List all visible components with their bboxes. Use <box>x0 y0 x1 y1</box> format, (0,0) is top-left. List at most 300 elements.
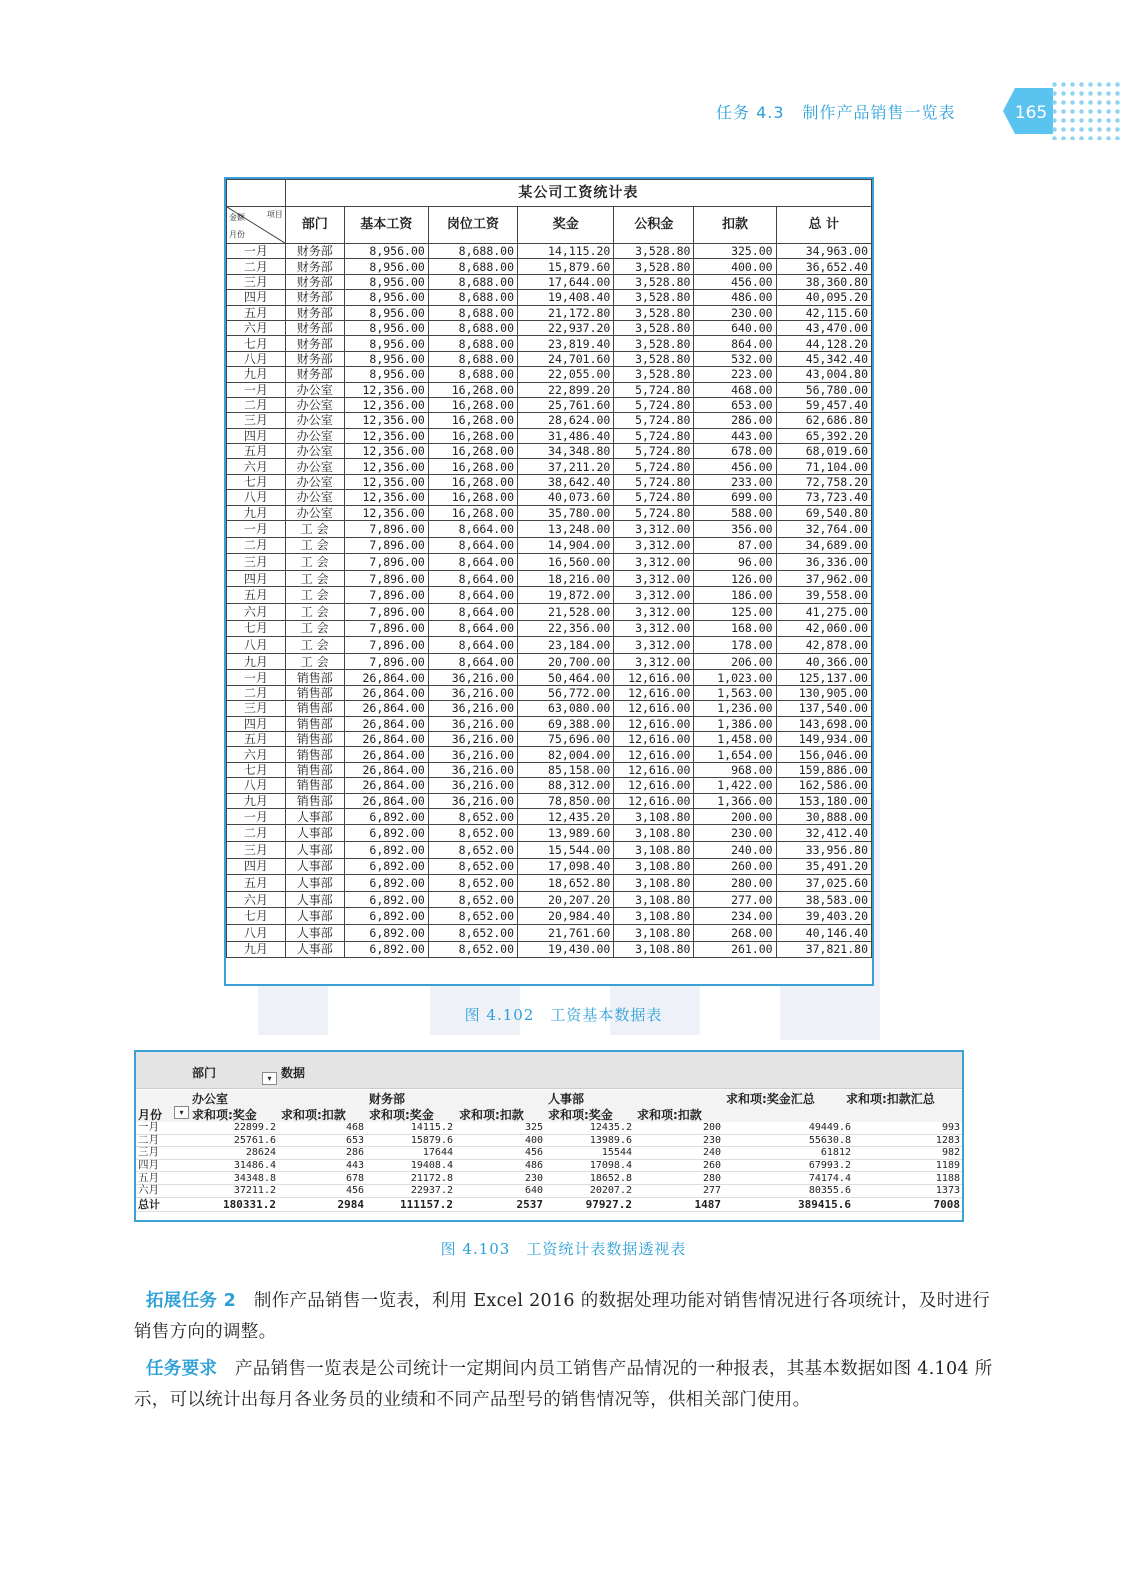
month-cell: 四月 <box>227 570 286 587</box>
value-cell: 14,904.00 <box>518 537 614 554</box>
paragraph-extension-task <box>134 1286 1000 1348</box>
pivot-row <box>136 1172 962 1185</box>
value-cell: 3,108.80 <box>614 808 694 825</box>
value-cell: 26,864.00 <box>344 747 428 762</box>
value-cell: 85,158.00 <box>518 762 614 777</box>
department-cell: 人事部 <box>285 925 344 942</box>
table-row <box>227 274 872 289</box>
value-cell: 126.00 <box>694 570 776 587</box>
table-row <box>227 537 872 554</box>
value-cell: 6,892.00 <box>344 941 428 958</box>
value-cell: 8,652.00 <box>428 858 517 875</box>
department-cell: 办公室 <box>285 397 344 412</box>
value-cell: 78,850.00 <box>518 793 614 808</box>
table-row <box>227 382 872 397</box>
table-row <box>227 825 872 842</box>
value-cell: 1,023.00 <box>694 670 776 685</box>
value-cell: 3,528.80 <box>614 351 694 366</box>
value-cell: 23,184.00 <box>518 637 614 654</box>
value-cell: 21,528.00 <box>518 604 614 621</box>
pivot-sub-header: 求和项:奖金 <box>369 1108 434 1122</box>
month-cell: 八月 <box>227 925 286 942</box>
value-cell: 6,892.00 <box>344 925 428 942</box>
value-cell: 20,700.00 <box>518 653 614 670</box>
value-cell: 162,586.00 <box>776 778 871 793</box>
value-cell: 8,652.00 <box>428 825 517 842</box>
value-cell: 8,956.00 <box>344 367 428 382</box>
month-cell: 二月 <box>227 685 286 700</box>
value-cell: 6,892.00 <box>344 825 428 842</box>
pivot-value-cell: 325 <box>455 1122 545 1134</box>
value-cell: 12,356.00 <box>344 505 428 520</box>
value-cell: 8,652.00 <box>428 908 517 925</box>
department-cell: 人事部 <box>285 858 344 875</box>
value-cell: 22,937.20 <box>518 320 614 335</box>
table-row <box>227 444 872 459</box>
pivot-month-cell: 四月 <box>136 1159 166 1172</box>
column-header: 扣款 <box>694 207 776 244</box>
pivot-value-cell: 1283 <box>853 1134 962 1147</box>
value-cell: 277.00 <box>694 891 776 908</box>
table-row <box>227 505 872 520</box>
value-cell: 32,412.40 <box>776 825 871 842</box>
table-row <box>227 637 872 654</box>
value-cell: 71,104.00 <box>776 459 871 474</box>
value-cell: 23,819.40 <box>518 336 614 351</box>
table-row <box>227 336 872 351</box>
value-cell: 486.00 <box>694 290 776 305</box>
value-cell: 12,356.00 <box>344 459 428 474</box>
filter-dropdown-icon[interactable]: ▾ <box>262 1072 277 1085</box>
pivot-row <box>136 1134 962 1147</box>
value-cell: 8,688.00 <box>428 305 517 320</box>
value-cell: 8,664.00 <box>428 653 517 670</box>
value-cell: 3,108.80 <box>614 925 694 942</box>
value-cell: 3,312.00 <box>614 570 694 587</box>
value-cell: 261.00 <box>694 941 776 958</box>
value-cell: 5,724.80 <box>614 474 694 489</box>
value-cell: 12,616.00 <box>614 778 694 793</box>
department-cell: 人事部 <box>285 875 344 892</box>
pivot-value-cell: 111157.2 <box>366 1197 455 1211</box>
value-cell: 5,724.80 <box>614 413 694 428</box>
value-cell: 3,528.80 <box>614 259 694 274</box>
pivot-value-cell: 7008 <box>853 1197 962 1211</box>
pivot-group-header: 财务部 <box>369 1092 406 1106</box>
pivot-value-cell: 31486.4 <box>166 1159 278 1172</box>
table-row <box>227 604 872 621</box>
value-cell: 1,422.00 <box>694 778 776 793</box>
value-cell: 12,616.00 <box>614 762 694 777</box>
value-cell: 8,688.00 <box>428 336 517 351</box>
value-cell: 22,899.20 <box>518 382 614 397</box>
value-cell: 3,528.80 <box>614 305 694 320</box>
month-cell: 二月 <box>227 537 286 554</box>
corner-label-item: 项目 <box>266 210 283 219</box>
column-header: 总 计 <box>776 207 871 244</box>
value-cell: 3,312.00 <box>614 521 694 538</box>
value-cell: 3,108.80 <box>614 858 694 875</box>
column-header: 基本工资 <box>344 207 428 244</box>
department-cell: 办公室 <box>285 490 344 505</box>
department-cell: 工 会 <box>285 521 344 538</box>
value-cell: 8,956.00 <box>344 274 428 289</box>
pivot-table-image <box>134 1050 964 1222</box>
month-cell: 三月 <box>227 413 286 428</box>
value-cell: 36,216.00 <box>428 747 517 762</box>
filter-dropdown-icon[interactable]: ▾ <box>174 1106 189 1119</box>
department-cell: 销售部 <box>285 762 344 777</box>
value-cell: 8,652.00 <box>428 842 517 859</box>
value-cell: 16,268.00 <box>428 444 517 459</box>
value-cell: 18,216.00 <box>518 570 614 587</box>
value-cell: 678.00 <box>694 444 776 459</box>
table-row <box>227 858 872 875</box>
value-cell: 8,956.00 <box>344 351 428 366</box>
value-cell: 16,268.00 <box>428 397 517 412</box>
section-number: 任务 4.3 <box>716 103 785 122</box>
value-cell: 200.00 <box>694 808 776 825</box>
month-cell: 四月 <box>227 428 286 443</box>
month-cell: 四月 <box>227 716 286 731</box>
pivot-month-cell: 二月 <box>136 1134 166 1147</box>
month-cell: 五月 <box>227 305 286 320</box>
department-cell: 工 会 <box>285 620 344 637</box>
pivot-value-cell: 67993.2 <box>723 1159 853 1172</box>
department-cell: 销售部 <box>285 778 344 793</box>
value-cell: 12,616.00 <box>614 685 694 700</box>
value-cell: 12,616.00 <box>614 716 694 731</box>
pivot-month-cell: 总计 <box>136 1197 166 1211</box>
table-row <box>227 891 872 908</box>
value-cell: 3,108.80 <box>614 908 694 925</box>
value-cell: 149,934.00 <box>776 731 871 746</box>
paragraph-task-requirement <box>134 1354 1000 1416</box>
value-cell: 234.00 <box>694 908 776 925</box>
value-cell: 42,878.00 <box>776 637 871 654</box>
month-cell: 二月 <box>227 397 286 412</box>
value-cell: 40,095.20 <box>776 290 871 305</box>
value-cell: 137,540.00 <box>776 701 871 716</box>
value-cell: 6,892.00 <box>344 891 428 908</box>
value-cell: 233.00 <box>694 474 776 489</box>
value-cell: 15,544.00 <box>518 842 614 859</box>
value-cell: 12,356.00 <box>344 382 428 397</box>
month-cell: 七月 <box>227 620 286 637</box>
value-cell: 168.00 <box>694 620 776 637</box>
value-cell: 7,896.00 <box>344 637 428 654</box>
department-cell: 人事部 <box>285 891 344 908</box>
value-cell: 7,896.00 <box>344 537 428 554</box>
value-cell: 38,360.80 <box>776 274 871 289</box>
value-cell: 16,268.00 <box>428 428 517 443</box>
pivot-value-cell: 28624 <box>166 1147 278 1160</box>
value-cell: 3,528.80 <box>614 290 694 305</box>
value-cell: 65,392.20 <box>776 428 871 443</box>
department-cell: 工 会 <box>285 637 344 654</box>
value-cell: 16,268.00 <box>428 459 517 474</box>
value-cell: 56,780.00 <box>776 382 871 397</box>
value-cell: 62,686.80 <box>776 413 871 428</box>
value-cell: 5,724.80 <box>614 397 694 412</box>
value-cell: 5,724.80 <box>614 490 694 505</box>
value-cell: 8,688.00 <box>428 244 517 259</box>
pivot-value-cell: 49449.6 <box>723 1122 853 1134</box>
value-cell: 156,046.00 <box>776 747 871 762</box>
department-cell: 人事部 <box>285 825 344 842</box>
value-cell: 37,962.00 <box>776 570 871 587</box>
pivot-value-cell: 1189 <box>853 1159 962 1172</box>
column-header: 部门 <box>285 207 344 244</box>
month-cell: 九月 <box>227 941 286 958</box>
value-cell: 699.00 <box>694 490 776 505</box>
department-cell: 销售部 <box>285 670 344 685</box>
value-cell: 34,689.00 <box>776 537 871 554</box>
task-text: 制作产品销售一览表，利用 Excel 2016 的数据处理功能对销售情况进行各项统计，及时进行销售方向的调整。 <box>134 1291 991 1342</box>
table-row <box>227 474 872 489</box>
department-cell: 财务部 <box>285 274 344 289</box>
value-cell: 125,137.00 <box>776 670 871 685</box>
month-cell: 三月 <box>227 701 286 716</box>
pivot-row <box>136 1122 962 1134</box>
value-cell: 36,216.00 <box>428 670 517 685</box>
table-row <box>227 925 872 942</box>
value-cell: 59,457.40 <box>776 397 871 412</box>
month-cell: 五月 <box>227 444 286 459</box>
pivot-field-bar <box>136 1052 962 1089</box>
value-cell: 206.00 <box>694 653 776 670</box>
value-cell: 5,724.80 <box>614 382 694 397</box>
table-row <box>227 554 872 571</box>
value-cell: 7,896.00 <box>344 653 428 670</box>
value-cell: 14,115.20 <box>518 244 614 259</box>
pivot-value-cell: 2984 <box>278 1197 366 1211</box>
month-cell: 五月 <box>227 587 286 604</box>
pivot-value-cell: 61812 <box>723 1147 853 1160</box>
value-cell: 230.00 <box>694 305 776 320</box>
value-cell: 26,864.00 <box>344 762 428 777</box>
department-cell: 工 会 <box>285 587 344 604</box>
value-cell: 16,268.00 <box>428 490 517 505</box>
value-cell: 6,892.00 <box>344 908 428 925</box>
pivot-value-cell: 456 <box>455 1147 545 1160</box>
value-cell: 20,984.40 <box>518 908 614 925</box>
table-row <box>227 875 872 892</box>
column-header: 奖金 <box>518 207 614 244</box>
value-cell: 260.00 <box>694 858 776 875</box>
month-cell: 二月 <box>227 825 286 842</box>
month-cell: 五月 <box>227 731 286 746</box>
value-cell: 3,312.00 <box>614 604 694 621</box>
value-cell: 16,268.00 <box>428 505 517 520</box>
value-cell: 1,236.00 <box>694 701 776 716</box>
value-cell: 18,652.80 <box>518 875 614 892</box>
value-cell: 44,128.20 <box>776 336 871 351</box>
value-cell: 8,664.00 <box>428 620 517 637</box>
value-cell: 8,956.00 <box>344 244 428 259</box>
department-cell: 人事部 <box>285 941 344 958</box>
table-row <box>227 908 872 925</box>
pivot-value-cell: 982 <box>853 1147 962 1160</box>
table-row <box>227 490 872 505</box>
pivot-value-cell: 14115.2 <box>366 1122 455 1134</box>
pivot-sub-header: 求和项:奖金 <box>548 1108 613 1122</box>
value-cell: 68,019.60 <box>776 444 871 459</box>
pivot-summary-header: 求和项:奖金汇总 <box>726 1092 815 1106</box>
value-cell: 36,216.00 <box>428 716 517 731</box>
table-row <box>227 793 872 808</box>
value-cell: 400.00 <box>694 259 776 274</box>
value-cell: 5,724.80 <box>614 428 694 443</box>
department-cell: 办公室 <box>285 459 344 474</box>
value-cell: 153,180.00 <box>776 793 871 808</box>
month-cell: 一月 <box>227 670 286 685</box>
table-row <box>227 351 872 366</box>
salary-table-image <box>224 177 874 986</box>
value-cell: 36,216.00 <box>428 685 517 700</box>
value-cell: 6,892.00 <box>344 808 428 825</box>
department-cell: 办公室 <box>285 474 344 489</box>
value-cell: 21,172.80 <box>518 305 614 320</box>
value-cell: 280.00 <box>694 875 776 892</box>
value-cell: 12,356.00 <box>344 428 428 443</box>
value-cell: 19,872.00 <box>518 587 614 604</box>
table-row <box>227 716 872 731</box>
value-cell: 532.00 <box>694 351 776 366</box>
value-cell: 26,864.00 <box>344 670 428 685</box>
department-cell: 财务部 <box>285 336 344 351</box>
pivot-sub-header: 求和项:扣款 <box>459 1108 524 1122</box>
value-cell: 968.00 <box>694 762 776 777</box>
pivot-value-cell: 22937.2 <box>366 1184 455 1197</box>
value-cell: 34,963.00 <box>776 244 871 259</box>
pivot-value-cell: 13989.6 <box>545 1134 634 1147</box>
value-cell: 640.00 <box>694 320 776 335</box>
value-cell: 12,616.00 <box>614 701 694 716</box>
value-cell: 7,896.00 <box>344 554 428 571</box>
value-cell: 31,486.40 <box>518 428 614 443</box>
value-cell: 26,864.00 <box>344 701 428 716</box>
value-cell: 864.00 <box>694 336 776 351</box>
value-cell: 8,652.00 <box>428 941 517 958</box>
value-cell: 5,724.80 <box>614 459 694 474</box>
value-cell: 8,688.00 <box>428 351 517 366</box>
value-cell: 5,724.80 <box>614 444 694 459</box>
value-cell: 50,464.00 <box>518 670 614 685</box>
value-cell: 8,956.00 <box>344 320 428 335</box>
table-row <box>227 587 872 604</box>
table-row <box>227 685 872 700</box>
value-cell: 1,458.00 <box>694 731 776 746</box>
month-cell: 三月 <box>227 274 286 289</box>
table-row <box>227 397 872 412</box>
value-cell: 3,528.80 <box>614 336 694 351</box>
value-cell: 43,004.80 <box>776 367 871 382</box>
department-cell: 财务部 <box>285 305 344 320</box>
decorative-dots <box>1050 80 1120 140</box>
value-cell: 286.00 <box>694 413 776 428</box>
value-cell: 42,060.00 <box>776 620 871 637</box>
pivot-value-cell: 80355.6 <box>723 1184 853 1197</box>
department-cell: 人事部 <box>285 842 344 859</box>
value-cell: 26,864.00 <box>344 778 428 793</box>
value-cell: 8,652.00 <box>428 875 517 892</box>
value-cell: 16,268.00 <box>428 413 517 428</box>
figure-caption: 图 4.102 工资基本数据表 <box>464 1006 663 1024</box>
pivot-value-cell: 443 <box>278 1159 366 1172</box>
department-cell: 人事部 <box>285 908 344 925</box>
value-cell: 8,664.00 <box>428 537 517 554</box>
value-cell: 12,356.00 <box>344 413 428 428</box>
value-cell: 456.00 <box>694 274 776 289</box>
pivot-value-cell: 240 <box>634 1147 723 1160</box>
pivot-value-cell: 653 <box>278 1134 366 1147</box>
value-cell: 3,312.00 <box>614 653 694 670</box>
table-row <box>227 778 872 793</box>
value-cell: 8,688.00 <box>428 259 517 274</box>
table-row <box>227 762 872 777</box>
table-row <box>227 747 872 762</box>
value-cell: 8,956.00 <box>344 336 428 351</box>
month-cell: 二月 <box>227 259 286 274</box>
value-cell: 8,956.00 <box>344 290 428 305</box>
value-cell: 1,563.00 <box>694 685 776 700</box>
corner-label-month: 月份 <box>229 230 245 239</box>
value-cell: 36,652.40 <box>776 259 871 274</box>
value-cell: 22,055.00 <box>518 367 614 382</box>
value-cell: 588.00 <box>694 505 776 520</box>
pivot-group-header: 办公室 <box>192 1092 229 1106</box>
pivot-value-cell: 993 <box>853 1122 962 1134</box>
value-cell: 325.00 <box>694 244 776 259</box>
department-cell: 办公室 <box>285 505 344 520</box>
value-cell: 36,216.00 <box>428 701 517 716</box>
value-cell: 3,528.80 <box>614 320 694 335</box>
pivot-value-cell: 12435.2 <box>545 1122 634 1134</box>
month-cell: 七月 <box>227 336 286 351</box>
pivot-value-cell: 230 <box>634 1134 723 1147</box>
value-cell: 38,642.40 <box>518 474 614 489</box>
pivot-row <box>136 1159 962 1172</box>
pivot-value-cell: 20207.2 <box>545 1184 634 1197</box>
value-cell: 40,366.00 <box>776 653 871 670</box>
page-number: 165 <box>1014 103 1048 123</box>
table-row <box>227 521 872 538</box>
value-cell: 34,348.80 <box>518 444 614 459</box>
value-cell: 8,664.00 <box>428 587 517 604</box>
value-cell: 3,108.80 <box>614 842 694 859</box>
table-row <box>227 367 872 382</box>
value-cell: 24,701.60 <box>518 351 614 366</box>
value-cell: 6,892.00 <box>344 842 428 859</box>
requirement-text: 产品销售一览表是公司统计一定期间内员工销售产品情况的一种报表，其基本数据如图 4.104 所示，可以统计出每月各业务员的业绩和不同产品型号的销售情况等，供相关部门使用。 <box>134 1359 993 1410</box>
pivot-value-cell: 17644 <box>366 1147 455 1160</box>
value-cell: 12,356.00 <box>344 397 428 412</box>
value-cell: 8,652.00 <box>428 925 517 942</box>
value-cell: 13,248.00 <box>518 521 614 538</box>
table-row <box>227 731 872 746</box>
value-cell: 36,216.00 <box>428 778 517 793</box>
value-cell: 35,780.00 <box>518 505 614 520</box>
value-cell: 7,896.00 <box>344 604 428 621</box>
pivot-value-cell: 18652.8 <box>545 1172 634 1185</box>
value-cell: 26,864.00 <box>344 793 428 808</box>
value-cell: 130,905.00 <box>776 685 871 700</box>
month-cell: 一月 <box>227 382 286 397</box>
pivot-value-cell: 389415.6 <box>723 1197 853 1211</box>
table-row <box>227 320 872 335</box>
value-cell: 32,764.00 <box>776 521 871 538</box>
